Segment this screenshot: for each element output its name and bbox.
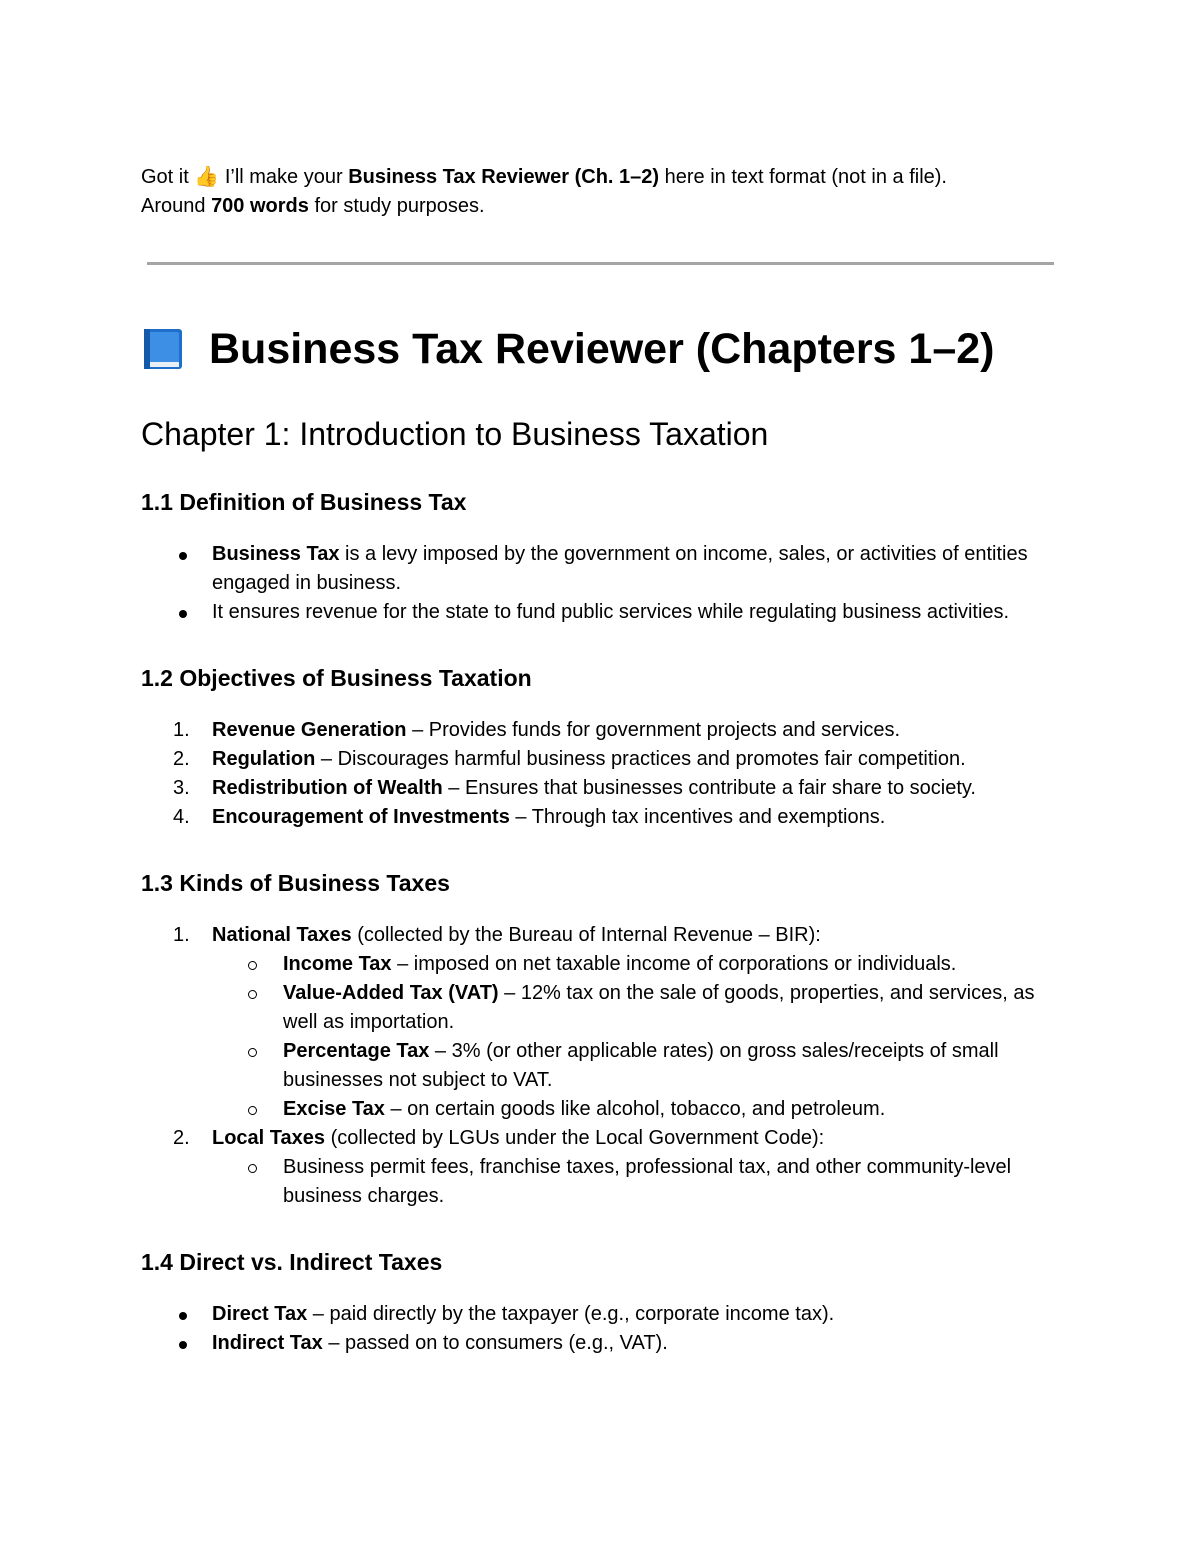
term: Encouragement of Investments <box>212 806 510 828</box>
list-number: 1. <box>173 719 190 741</box>
description: – Through tax incentives and exemptions. <box>509 806 886 828</box>
description: It ensures revenue for the state to fund public services while regulating business activities. <box>212 601 1010 623</box>
intro-bold-title: Business Tax Reviewer (Ch. 1–2) <box>348 166 660 188</box>
bullet-icon <box>179 1312 187 1320</box>
description: is a levy imposed by the government on income, sales, or activities of entities engaged in business. <box>212 543 1028 594</box>
bullet-list <box>141 1300 1061 1358</box>
section-heading: 1.3 Kinds of Business Taxes <box>141 870 450 896</box>
sub-list-item <box>141 979 1061 1037</box>
section-1-4 <box>141 1246 1061 1358</box>
sub-list-item <box>141 1153 1061 1211</box>
thumbs-up-icon: 👍 <box>194 166 220 188</box>
hollow-bullet-icon <box>248 1164 257 1173</box>
intro-got-it: Got it <box>141 166 189 188</box>
list-item <box>141 745 1061 774</box>
description: – 3% (or other applicable rates) on gross sales/receipts of small businesses not subject to VAT. <box>283 1040 999 1091</box>
description: – Provides funds for government projects and services. <box>406 719 901 741</box>
bullet-list <box>141 540 1061 627</box>
description: (collected by the Bureau of Internal Revenue – BIR): <box>351 924 821 946</box>
list-number: 4. <box>173 806 190 828</box>
term: Business Tax <box>212 543 340 565</box>
horizontal-divider <box>147 262 1054 265</box>
list-item-local-taxes <box>141 1124 1061 1153</box>
intro-text: here in text format (not in a file). <box>659 166 947 188</box>
list-item <box>141 1329 1061 1358</box>
list-item <box>141 540 1061 598</box>
intro-text: Around <box>141 195 212 217</box>
bullet-icon <box>179 610 187 618</box>
list-number: 1. <box>173 924 190 946</box>
numbered-list <box>141 1124 1061 1153</box>
sub-list-item <box>141 1037 1061 1095</box>
hollow-bullet-icon <box>248 1048 257 1057</box>
list-number: 2. <box>173 748 190 770</box>
description: – Discourages harmful business practices and promotes fair competition. <box>315 748 966 770</box>
document-title <box>141 321 1061 377</box>
term: Indirect Tax <box>212 1332 323 1354</box>
description: – paid directly by the taxpayer (e.g., corporate income tax). <box>307 1303 835 1325</box>
list-item <box>141 803 1061 832</box>
bullet-icon <box>179 552 187 560</box>
sub-list-item <box>141 950 1061 979</box>
section-heading: 1.2 Objectives of Business Taxation <box>141 665 532 691</box>
intro-bold-words: 700 words <box>211 195 309 217</box>
sub-list <box>141 950 1061 1124</box>
description: – 12% tax on the sale of goods, properties, and services, as well as importation. <box>283 982 1035 1033</box>
term: Local Taxes <box>212 1127 326 1149</box>
hollow-bullet-icon <box>248 961 257 970</box>
section-heading: 1.4 Direct vs. Indirect Taxes <box>141 1249 443 1275</box>
document-page <box>141 163 1061 1358</box>
list-number: 3. <box>173 777 190 799</box>
numbered-list <box>141 921 1061 950</box>
intro-text: for study purposes. <box>308 195 485 217</box>
term: Percentage Tax <box>283 1040 430 1062</box>
bullet-icon <box>179 1341 187 1349</box>
numbered-list <box>141 716 1061 832</box>
intro-text: I’ll make your <box>219 166 349 188</box>
section-1-2 <box>141 662 1061 832</box>
term: Redistribution of Wealth <box>212 777 443 799</box>
list-item <box>141 716 1061 745</box>
sub-list <box>141 1153 1061 1211</box>
section-1-1 <box>141 486 1061 627</box>
term: Regulation <box>212 748 316 770</box>
sub-list-item <box>141 1095 1061 1124</box>
list-item <box>141 1300 1061 1329</box>
description: – passed on to consumers (e.g., VAT). <box>322 1332 668 1354</box>
description: – imposed on net taxable income of corporations or individuals. <box>391 953 957 975</box>
hollow-bullet-icon <box>248 990 257 999</box>
list-item <box>141 598 1061 627</box>
list-item <box>141 774 1061 803</box>
term: Income Tax <box>283 953 392 975</box>
term: Direct Tax <box>212 1303 308 1325</box>
list-item-national-taxes <box>141 921 1061 950</box>
term: Excise Tax <box>283 1098 385 1120</box>
description: – Ensures that businesses contribute a fair share to society. <box>442 777 976 799</box>
intro-line-2 <box>141 192 1061 221</box>
list-number: 2. <box>173 1127 190 1149</box>
section-heading: 1.1 Definition of Business Tax <box>141 489 467 515</box>
description: – on certain goods like alcohol, tobacco, and petroleum. <box>384 1098 886 1120</box>
chapter-1-heading: Chapter 1: Introduction to Business Taxation <box>141 416 769 452</box>
term: Value-Added Tax (VAT) <box>283 982 499 1004</box>
hollow-bullet-icon <box>248 1106 257 1115</box>
description: Business permit fees, franchise taxes, professional tax, and other community-level business charges. <box>283 1156 1012 1207</box>
description: (collected by LGUs under the Local Government Code): <box>325 1127 825 1149</box>
term: National Taxes <box>212 924 352 946</box>
document-title-text: Business Tax Reviewer (Chapters 1–2) <box>209 325 995 373</box>
term: Revenue Generation <box>212 719 407 741</box>
blue-book-icon <box>141 327 185 371</box>
section-1-3 <box>141 867 1061 1211</box>
intro-line-1 <box>141 163 1061 192</box>
